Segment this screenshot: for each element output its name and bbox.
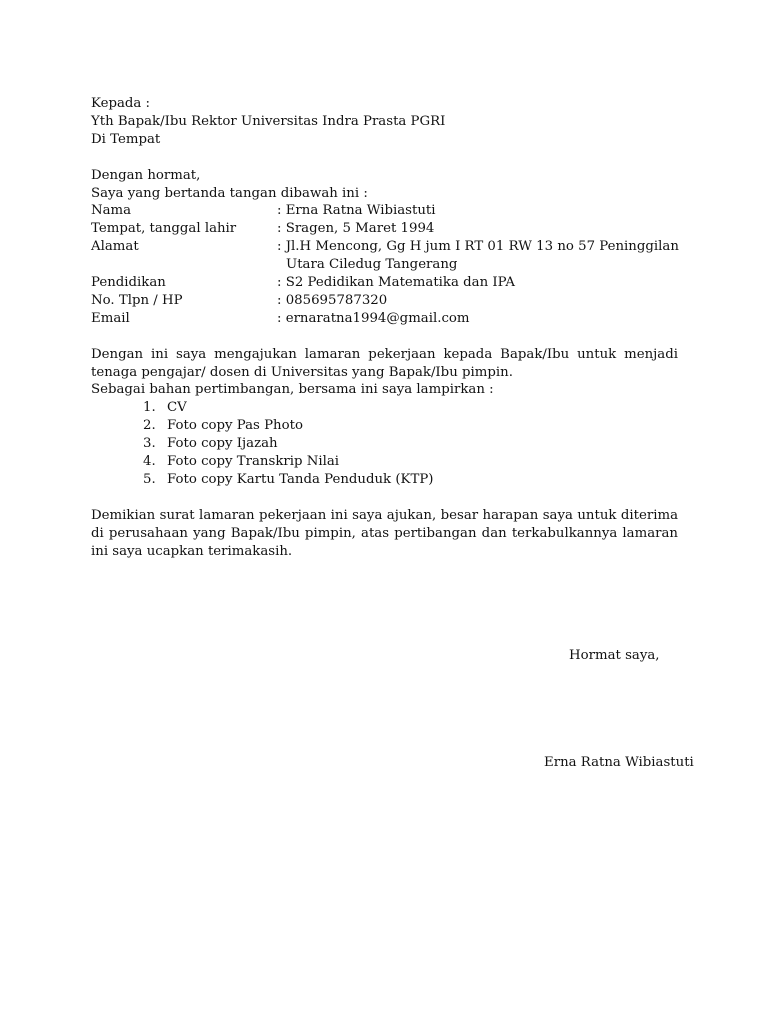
list-item [143,417,678,435]
identity-row-email [91,310,678,328]
list-number: 1. [143,400,156,416]
spacer [91,489,678,507]
closing-paragraph: Demikian surat lamaran pekerjaan ini saya ajukan, besar harapan saya untuk diterima di perusahaan yang Bapak/Ibu pimpin, atas pertibangan dan terkabulkannya lamaran ini saya ucapkan terimakasih. [91,507,678,559]
attachments-list [91,399,678,489]
signature-name: Erna Ratna Wibiastuti [544,755,694,770]
list-item [143,453,678,471]
identity-value-block [277,238,679,274]
identity-value: : S2 Pedidikan Matematika dan IPA [277,275,515,291]
salutation: Dengan hormat, [91,167,201,183]
identity-value: : Jl.H Mencong, Gg H jum I RT 01 RW 13 no 57 Peninggilan [277,239,679,255]
letter-body [91,95,678,561]
list-text: Foto copy Transkrip Nilai [167,454,340,470]
list-item [143,399,678,417]
recipient-name: Yth Bapak/Ibu Rektor Universitas Indra Prasta PGRI [91,113,446,129]
identity-value: : ernaratna1994@gmail.com [277,310,470,326]
identity-label: Email [91,310,130,326]
identity-label: Nama [91,203,132,219]
list-item [143,471,678,489]
identity-row-alamat [91,238,678,274]
identity-value-continuation: Utara Ciledug Tangerang [286,257,458,273]
identity-label: Tempat, tanggal lahir [91,221,237,237]
list-number: 3. [143,436,156,452]
identity-label: Pendidikan [91,275,166,291]
recipient-kepada: Kepada : [91,96,151,111]
application-paragraph: Dengan ini saya mengajukan lamaran pekerjaan kepada Bapak/Ibu untuk menjadi tenaga pengajar/ dosen di Universitas yang Bapak/Ibu pimpin. [91,346,678,380]
recipient-place: Di Tempat [91,131,161,147]
identity-label: No. Tlpn / HP [91,292,183,308]
identity-row-pendidikan [91,274,678,292]
list-text: CV [167,400,187,416]
identity-label: Alamat [91,239,139,255]
list-text: Foto copy Pas Photo [167,418,303,434]
spacer [91,328,678,346]
list-text: Foto copy Ijazah [167,436,278,452]
list-item [143,435,678,453]
identity-row-telp [91,292,678,310]
identity-row-nama [91,202,678,220]
list-number: 4. [143,454,156,470]
identity-value: : Sragen, 5 Maret 1994 [277,221,435,237]
attachments-intro: Sebagai bahan pertimbangan, bersama ini saya lampirkan : [91,382,494,398]
list-text: Foto copy Kartu Tanda Penduduk (KTP) [167,472,434,487]
identity-value: : Erna Ratna Wibiastuti [277,203,436,219]
signature-greeting: Hormat saya, [569,648,660,663]
list-number: 5. [143,472,156,487]
list-number: 2. [143,418,156,434]
identity-row-ttl [91,220,678,238]
intro-line: Saya yang bertanda tangan dibawah ini : [91,185,368,201]
spacer [91,149,678,167]
identity-value: : 085695787320 [277,292,388,308]
